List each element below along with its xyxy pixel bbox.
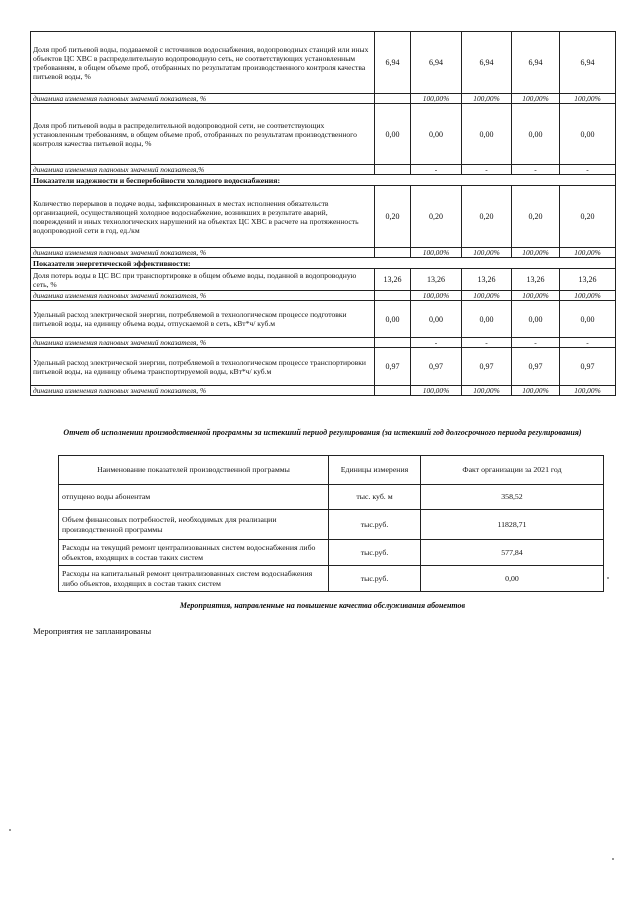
dynamics-value: 100,00%: [462, 94, 512, 104]
indicator-value: 6,94: [462, 32, 512, 94]
indicator-name: Удельный расход электрической энергии, потребляемой в технологическом процессе подготовки питьевой воды, на единицу объема воды, отпускаемой в сеть, кВт*ч/ куб.м: [31, 301, 375, 338]
measures-caption: Мероприятия, направленные на повышение качества обслуживания абонентов: [179, 601, 466, 610]
indicator-name: Доля проб питьевой воды в распределительной водопроводной сети, не соответствующих установленным требованиям, в общем объеме проб, отобранных по результатам производственного контроля качества питьевой воды, %: [31, 104, 375, 165]
report-value: 577,84: [421, 540, 604, 566]
report-table: [58, 455, 604, 592]
indicator-value: 0,00: [512, 301, 560, 338]
indicator-value: 0,00: [375, 301, 411, 338]
report-unit: тыс.руб.: [329, 540, 421, 566]
scan-speck: [9, 829, 11, 831]
dynamics-value: 100,00%: [462, 248, 512, 258]
dynamics-value: -: [560, 165, 616, 175]
dynamics-label: динамика изменения плановых значений показателя,%: [31, 165, 375, 175]
dynamics-row: [31, 248, 616, 258]
scan-speck: [612, 858, 614, 860]
indicator-value: 0,97: [560, 348, 616, 386]
dynamics-value: 100,00%: [512, 94, 560, 104]
indicator-value: 6,94: [375, 32, 411, 94]
report-caption: Отчет об исполнении производственной программы за истекший период регулирования (за истекший год долгосрочного периода регулирования): [63, 428, 582, 437]
dynamics-value: [375, 291, 411, 301]
indicator-value: 6,94: [560, 32, 616, 94]
indicator-row: [31, 104, 616, 165]
dynamics-value: [375, 165, 411, 175]
dynamics-value: [375, 338, 411, 348]
report-value: 358,52: [421, 485, 604, 510]
column-header-unit: Единицы измерения: [329, 456, 421, 485]
section-row: [31, 175, 616, 186]
dynamics-value: -: [512, 338, 560, 348]
dynamics-label: динамика изменения плановых значений показателя, %: [31, 338, 375, 348]
dynamics-row: [31, 291, 616, 301]
report-unit: тыс.руб.: [329, 566, 421, 592]
dynamics-label: динамика изменения плановых значений показателя, %: [31, 291, 375, 301]
dynamics-value: 100,00%: [462, 386, 512, 396]
indicator-value: 0,00: [462, 301, 512, 338]
indicators-table: [30, 31, 616, 396]
indicator-value: 0,00: [560, 104, 616, 165]
dynamics-label: динамика изменения плановых значений показателя, %: [31, 94, 375, 104]
report-indicator-name: Объем финансовых потребностей, необходимых для реализации производственной программы: [59, 510, 329, 540]
dynamics-value: 100,00%: [411, 386, 462, 396]
dynamics-value: [375, 94, 411, 104]
dynamics-label: динамика изменения плановых значений показателя, %: [31, 248, 375, 258]
dynamics-value: -: [411, 338, 462, 348]
report-value: 11828,71: [421, 510, 604, 540]
indicator-value: 13,26: [560, 269, 616, 291]
indicator-row: [31, 269, 616, 291]
indicator-value: 0,20: [462, 186, 512, 248]
indicator-value: 0,00: [375, 104, 411, 165]
section-title: Показатели энергетической эффективности:: [31, 258, 616, 269]
section-row: [31, 258, 616, 269]
indicator-value: 6,94: [512, 32, 560, 94]
indicator-name: Доля проб питьевой воды, подаваемой с источников водоснабжения, водопроводных станций или иных объектов ЦС ХВС в распределительную водопроводную сеть, не соответствующих установленным требованиям, в общем объеме проб, отобранных по результатам производственного контроля качества питьевой воды, %: [31, 32, 375, 94]
indicator-name: Количество перерывов в подаче воды, зафиксированных в местах исполнения обязательств организацией, осуществляющей холодное водоснабжение, возникших в результате аварий, повреждений и иных технологических нарушений на объектах ЦС ХВС в расчете на протяженность водопроводной сети в год, ед./км: [31, 186, 375, 248]
indicator-row: [31, 301, 616, 338]
indicator-value: 0,00: [462, 104, 512, 165]
dynamics-value: 100,00%: [560, 248, 616, 258]
indicator-value: 0,00: [512, 104, 560, 165]
indicator-value: 0,20: [375, 186, 411, 248]
report-indicator-name: Расходы на текущий ремонт централизованных систем водоснабжения либо объектов, входящих в состав таких систем: [59, 540, 329, 566]
dynamics-value: -: [462, 165, 512, 175]
dynamics-value: -: [560, 338, 616, 348]
indicator-value: 0,20: [411, 186, 462, 248]
indicator-value: 0,97: [375, 348, 411, 386]
column-header-fact: Факт организации за 2021 год: [421, 456, 604, 485]
report-header-row: [59, 456, 604, 485]
dynamics-row: [31, 94, 616, 104]
indicator-value: 0,20: [512, 186, 560, 248]
dynamics-label: динамика изменения плановых значений показателя, %: [31, 386, 375, 396]
dynamics-value: -: [411, 165, 462, 175]
report-row: [59, 510, 604, 540]
indicator-value: 0,97: [411, 348, 462, 386]
dynamics-row: [31, 338, 616, 348]
indicator-value: 0,00: [411, 104, 462, 165]
indicator-row: [31, 348, 616, 386]
dynamics-value: [375, 248, 411, 258]
column-header-name: Наименование показателей производственной программы: [59, 456, 329, 485]
report-value: 0,00: [421, 566, 604, 592]
dynamics-value: 100,00%: [560, 386, 616, 396]
report-unit: тыс.руб.: [329, 510, 421, 540]
indicator-row: [31, 32, 616, 94]
indicator-value: 13,26: [375, 269, 411, 291]
indicator-value: 0,97: [462, 348, 512, 386]
dynamics-value: 100,00%: [560, 291, 616, 301]
indicator-value: 0,00: [411, 301, 462, 338]
indicator-name: Доля потерь воды в ЦС ВС при транспортировке в общем объеме воды, поданной в водопроводную сеть, %: [31, 269, 375, 291]
indicator-row: [31, 186, 616, 248]
report-unit: тыс. куб. м: [329, 485, 421, 510]
dynamics-value: 100,00%: [462, 291, 512, 301]
indicator-value: 13,26: [411, 269, 462, 291]
dynamics-value: 100,00%: [411, 248, 462, 258]
indicator-value: 0,97: [512, 348, 560, 386]
dynamics-value: 100,00%: [512, 248, 560, 258]
indicator-value: 13,26: [512, 269, 560, 291]
dynamics-value: 100,00%: [512, 291, 560, 301]
dynamics-value: -: [462, 338, 512, 348]
report-indicator-name: отпущено воды абонентам: [59, 485, 329, 510]
dynamics-value: -: [512, 165, 560, 175]
dynamics-row: [31, 386, 616, 396]
indicator-value: 6,94: [411, 32, 462, 94]
scan-speck: [607, 577, 609, 579]
report-row: [59, 485, 604, 510]
report-indicator-name: Расходы на капитальный ремонт централизованных систем водоснабжения либо объектов, входящих в состав таких систем: [59, 566, 329, 592]
section-title: Показатели надежности и бесперебойности холодного водоснабжения:: [31, 175, 616, 186]
dynamics-value: 100,00%: [411, 291, 462, 301]
dynamics-row: [31, 165, 616, 175]
indicator-value: 13,26: [462, 269, 512, 291]
indicator-name: Удельный расход электрической энергии, потребляемой в технологическом процессе транспортировки питьевой воды, на единицу объема транспортируемой воды, кВт*ч/ куб.м: [31, 348, 375, 386]
report-row: [59, 540, 604, 566]
measures-text: Мероприятия не запланированы: [33, 626, 152, 636]
dynamics-value: 100,00%: [560, 94, 616, 104]
dynamics-value: 100,00%: [411, 94, 462, 104]
report-row: [59, 566, 604, 592]
dynamics-value: [375, 386, 411, 396]
indicator-value: 0,00: [560, 301, 616, 338]
dynamics-value: 100,00%: [512, 386, 560, 396]
indicator-value: 0,20: [560, 186, 616, 248]
